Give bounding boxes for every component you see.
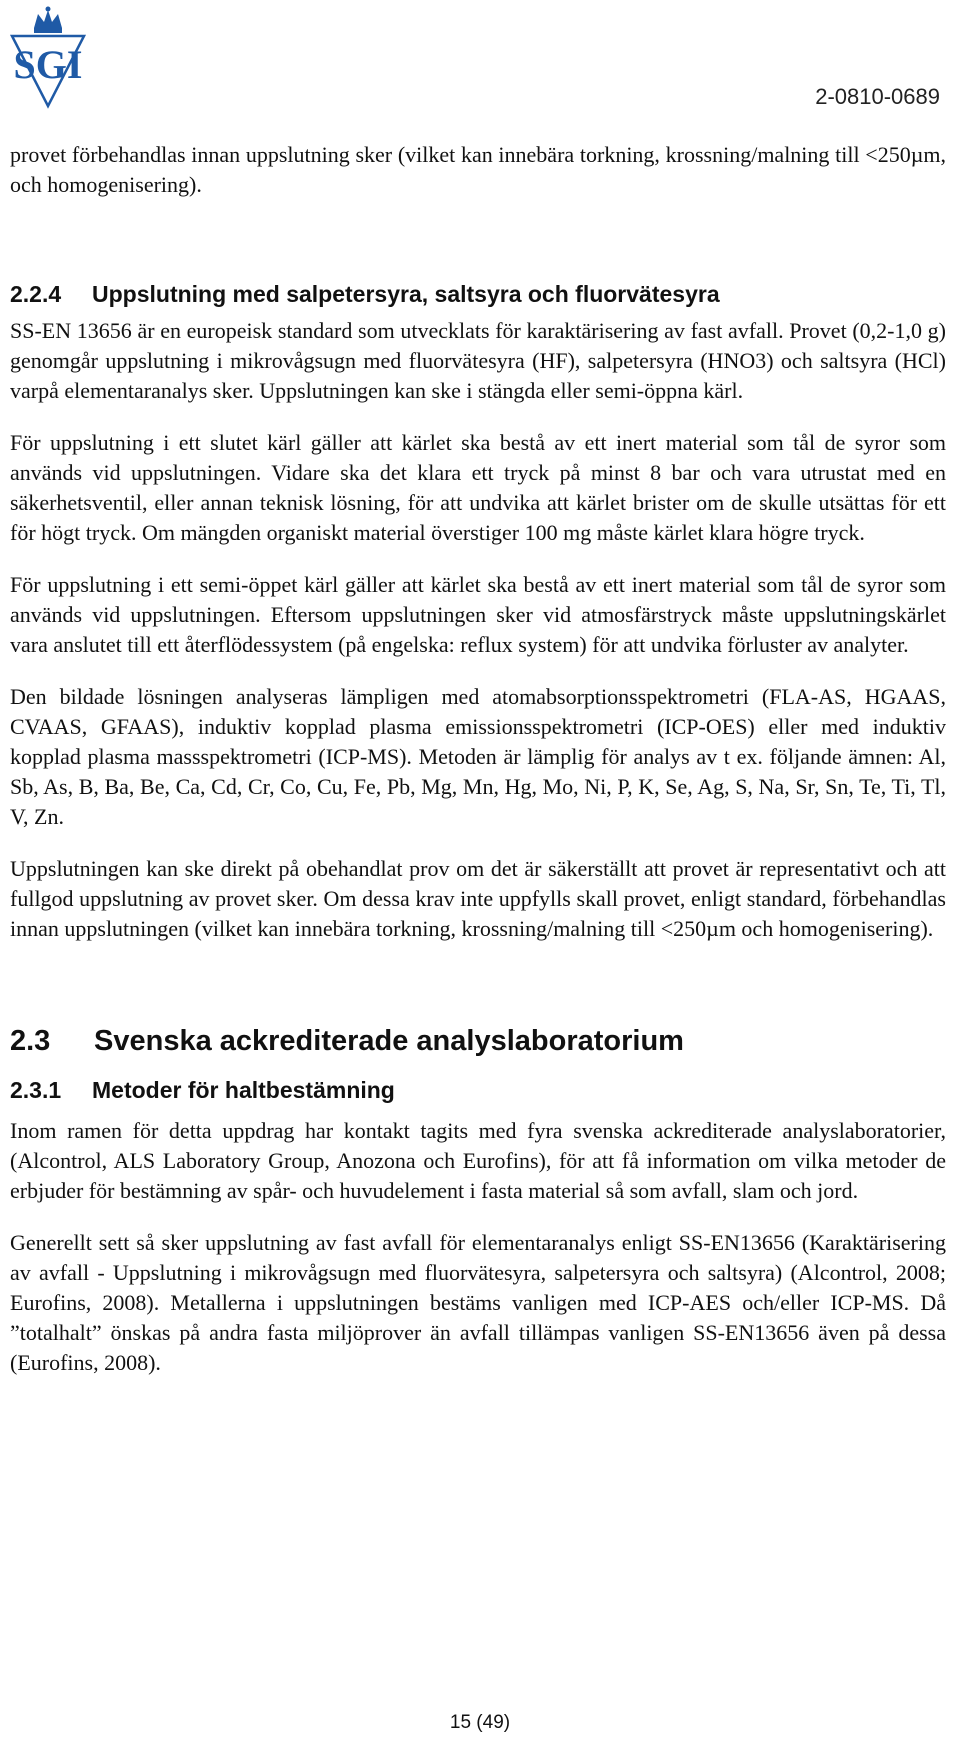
heading-title: Svenska ackrediterade analyslaboratorium (94, 1025, 684, 1057)
heading-2-3 (10, 1024, 946, 1058)
logo-lettering: SGI (13, 42, 83, 87)
paragraph: SS-EN 13656 är en europeisk standard som utvecklats för karaktärisering av fast avfall. Provet (0,2-1,0 g) genomgår uppslutning i mikrovågsugn med fluorvätesyra (HF), salpetersyra (HNO3) och saltsyra (HCl) varpå elementaranalys sker. Uppslutningen kan ske i stängda eller semi-öppna kärl. (10, 318, 946, 403)
document-number: 2-0810-0689 (815, 84, 940, 109)
sgi-logo (8, 6, 88, 112)
paragraph: För uppslutning i ett slutet kärl gäller att kärlet ska bestå av ett inert material som tål de syror som används vid uppslutningen. Vidare ska det klara ett tryck på minst 8 bar och vara utrustat med en säkerhetsventil, eller annan teknisk lösning, för att undvika att kärlet brister om de skulle utsättas för ett för högt tryck. Om mängden organiskt material överstiger 100 mg måste kärlet klara högre tryck. (10, 430, 946, 545)
paragraph: Inom ramen för detta uppdrag har kontakt tagits med fyra svenska ackrediterade analyslaboratorier, (Alcontrol, ALS Laboratory Group, Anozona och Eurofins), för att få information om vilka metoder de erbjuder för bestämning av spår- och huvudelement i fasta material så som avfall, slam och jord. (10, 1118, 946, 1203)
paragraph: Uppslutningen kan ske direkt på obehandlat prov om det är säkerställt att provet är representativt och att fullgod uppslutning av provet sker. Om dessa krav inte uppfylls skall provet, enligt standard, förbehandlas innan uppslutningen (vilket kan innebära torkning, krossning/malning till <250µm och homogenisering). (10, 856, 946, 941)
sgi-crown-logo-icon (8, 6, 88, 112)
heading-title: Metoder för haltbestämning (92, 1077, 395, 1103)
heading-2-2-4 (10, 280, 946, 308)
heading-title: Uppslutning med salpetersyra, saltsyra och fluorvätesyra (92, 281, 720, 307)
paragraph: Den bildade lösningen analyseras lämpligen med atomabsorptionsspektrometri (FLA-AS, HGAAS, CVAAS, GFAAS), induktiv kopplad plasma emissionsspektrometri (ICP-OES) eller med induktiv kopplad plasma massspektrometri (ICP-MS). Metoden är lämplig för analys av t ex. följande ämnen: Al, Sb, As, B, Ba, Be, Ca, Cd, Cr, Co, Cu, Fe, Pb, Mg, Mn, Hg, Mo, Ni, P, K, Se, Ag, S, Na, Sr, Sn, Te, Ti, Tl, V, Zn. (10, 684, 946, 829)
page-number: 15 (49) (449, 1712, 511, 1733)
heading-number: 2.3 (10, 1025, 51, 1057)
heading-2-3-1 (10, 1076, 946, 1104)
paragraph: Generellt sett så sker uppslutning av fast avfall för elementaranalys enligt SS-EN13656 (Karaktärisering av avfall - Uppslutning i mikrovågsugn med fluorvätesyra, salpetersyra och saltsyra) (Alcontrol, 2008; Eurofins, 2008). Metallerna i uppslutningen bestäms vanligen med ICP-AES och/eller ICP-MS. Då ”totalhalt” önskas på andra fasta miljöprover än avfall tillämpas vanligen SS-EN13656 även på dessa (Eurofins, 2008). (10, 1230, 946, 1375)
heading-number: 2.3.1 (10, 1077, 62, 1103)
paragraph: För uppslutning i ett semi-öppet kärl gäller att kärlet ska bestå av ett inert material som tål de syror som används vid uppslutningen. Eftersom uppslutningen sker vid atmosfärstryck måste uppslutningskärlet vara anslutet till ett återflödessystem (på engelska: reflux system) för att undvika förluster av analyter. (10, 572, 946, 657)
intro-paragraph: provet förbehandlas innan uppslutning sker (vilket kan innebära torkning, krossning/malning till <250µm, och homogenisering). (10, 142, 946, 197)
page-content (10, 140, 946, 1378)
heading-number: 2.2.4 (10, 281, 62, 307)
